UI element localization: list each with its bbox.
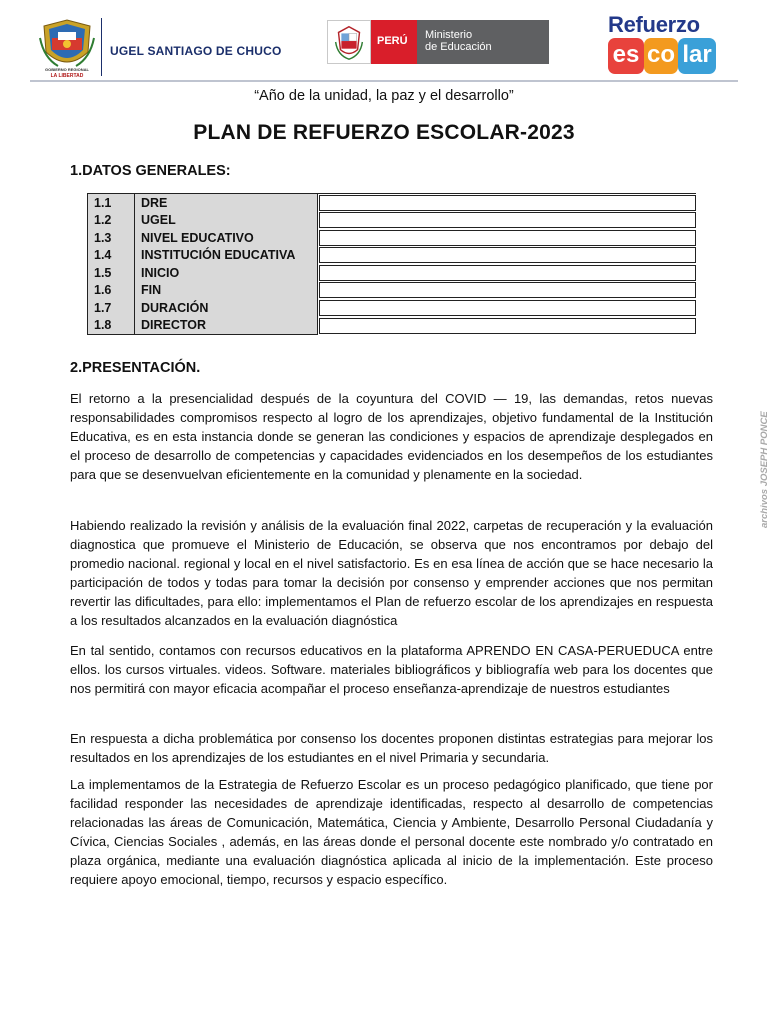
row-label: UGEL <box>135 212 318 230</box>
peru-shield-icon <box>327 20 371 64</box>
page-header <box>0 0 768 84</box>
watermark-text: archivos JOSEPH PONCE <box>759 411 770 528</box>
minedu-ministry-line1: Ministerio <box>425 29 473 41</box>
row-number: 1.5 <box>88 264 135 282</box>
row-label: INSTITUCIÓN EDUCATIVA <box>135 247 318 265</box>
table-row <box>88 264 697 282</box>
paragraph-implementacion: La implementamos de la Estrategia de Refuerzo Escolar es un proceso pedagógico planificado, que tiene por facilidad responder las necesidades de aprendizaje identificadas, respecto al desarrollo de competencias relacionadas las áreas de Comunicación, Matemática, Ciencia y Ambiente, Desarrollo Personal Ciudadanía y Cívica, Ciencias Sociales , además, en las áreas donde el personal docente este nombrado y/o contratado en plaza orgánica, mediante una evaluación diagnóstica aplicada al inicio de la implementación. Este proceso requiere apoyo emocional, tiempo, recursos y espacio específico. <box>70 777 713 887</box>
row-value-cell <box>318 247 697 265</box>
table-row <box>88 299 697 317</box>
regional-crest-logo <box>38 18 96 78</box>
row-label: DURACIÓN <box>135 299 318 317</box>
row-number: 1.6 <box>88 282 135 300</box>
row-number: 1.1 <box>88 194 135 212</box>
paragraph-estrategias: En respuesta a dicha problemática por consenso los docentes proponen distintas estrategias para mejorar los resultados en los aprendizajes de los estudiantes en el nivel Primaria y secundaria. <box>70 731 713 765</box>
datos-generales-table <box>87 193 696 335</box>
row-label: FIN <box>135 282 318 300</box>
header-rule <box>30 80 738 82</box>
row-label: INICIO <box>135 264 318 282</box>
year-motto: “Año de la unidad, la paz y el desarrollo” <box>254 88 514 104</box>
row-value-cell <box>318 194 697 212</box>
side-watermark <box>752 400 776 530</box>
paragraph-evaluacion: Habiendo realizado la revisión y análisis de la evaluación final 2022, carpetas de recuperación y la evaluación diagnostica que promueve el Ministerio de Educación, se observa que nos encontramos por debajo del promedio nacional. regional y local en el nivel satisfactorio. Es en esa línea de acción que se hace necesario la participación de todos y todas para tomar la decisión por consenso y emprender acciones que nos permitan revertir las dificultades, para ello: implementamos el Plan de refuerzo escolar de los aprendizajes en respuesta a los resultados alcanzados en la evaluación diagnóstica <box>70 518 713 628</box>
brand-line2 <box>608 38 716 74</box>
row-value-cell <box>318 317 697 335</box>
row-value-cell <box>318 229 697 247</box>
brand-letters-es: es <box>608 38 644 74</box>
table-row <box>88 229 697 247</box>
value-field-nivel-educativo[interactable] <box>319 230 696 246</box>
table-row <box>88 194 697 212</box>
row-label: DRE <box>135 194 318 212</box>
section-heading-presentacion: 2.PRESENTACIÓN. <box>70 360 201 376</box>
paragraph-retorno: El retorno a la presencialidad después de la coyuntura del COVID — 19, las demandas, retos nuevas responsabilidades compromisos respecto al logro de los aprendizajes, objetivo fundamental de la Institución Educativa, es en esta instancia donde se generan las condiciones y espacios de aprendizaje desplegados en el proceso de desarrollo de competencias y capacidades evidenciados en los desempeños de los estudiantes para que se desenvuelvan eficientemente en la comunidad y plenamente en la sociedad. <box>70 391 713 482</box>
row-number: 1.2 <box>88 212 135 230</box>
ugel-name: UGEL SANTIAGO DE CHUCO <box>110 44 282 58</box>
header-divider <box>101 18 102 76</box>
table-row <box>88 282 697 300</box>
value-field-institucion-educativa[interactable] <box>319 247 696 263</box>
row-label: NIVEL EDUCATIVO <box>135 229 318 247</box>
minedu-country: PERÚ <box>371 20 417 64</box>
value-field-dre[interactable] <box>319 195 696 211</box>
value-field-ugel[interactable] <box>319 212 696 228</box>
row-number: 1.7 <box>88 299 135 317</box>
refuerzo-escolar-logo <box>606 12 718 76</box>
table-row <box>88 317 697 335</box>
page-title: PLAN DE REFUERZO ESCOLAR-2023 <box>193 121 575 144</box>
brand-line1: Refuerzo <box>608 12 700 37</box>
row-number: 1.3 <box>88 229 135 247</box>
minedu-ministry-name <box>417 20 549 64</box>
brand-letters-lar: lar <box>678 38 716 74</box>
brand-letters-co: co <box>644 38 678 74</box>
table-row <box>88 212 697 230</box>
row-label: DIRECTOR <box>135 317 318 335</box>
table-row <box>88 247 697 265</box>
crest-caption-2: LA LIBERTAD <box>50 73 84 79</box>
section-heading-datos-generales: 1.DATOS GENERALES: <box>70 163 231 179</box>
row-number: 1.8 <box>88 317 135 335</box>
value-field-inicio[interactable] <box>319 265 696 281</box>
row-value-cell <box>318 212 697 230</box>
value-field-fin[interactable] <box>319 282 696 298</box>
row-number: 1.4 <box>88 247 135 265</box>
row-value-cell <box>318 299 697 317</box>
minedu-ministry-line2: de Educación <box>425 41 492 53</box>
value-field-director[interactable] <box>319 318 696 334</box>
row-value-cell <box>318 264 697 282</box>
value-field-duracion[interactable] <box>319 300 696 316</box>
minedu-logo <box>327 20 549 64</box>
paragraph-recursos: En tal sentido, contamos con recursos educativos en la plataforma APRENDO EN CASA-PERUEDUCA entre ellos. los cursos virtuales. videos. Software. materiales bibliográficos y bibliografía web para los docentes que nos permitirá con mayor eficacia acompañar el proceso enseñanza-aprendizaje de nuestros estudiantes <box>70 643 713 696</box>
crest-caption-1: GOBIERNO REGIONAL <box>44 67 90 72</box>
row-value-cell <box>318 282 697 300</box>
